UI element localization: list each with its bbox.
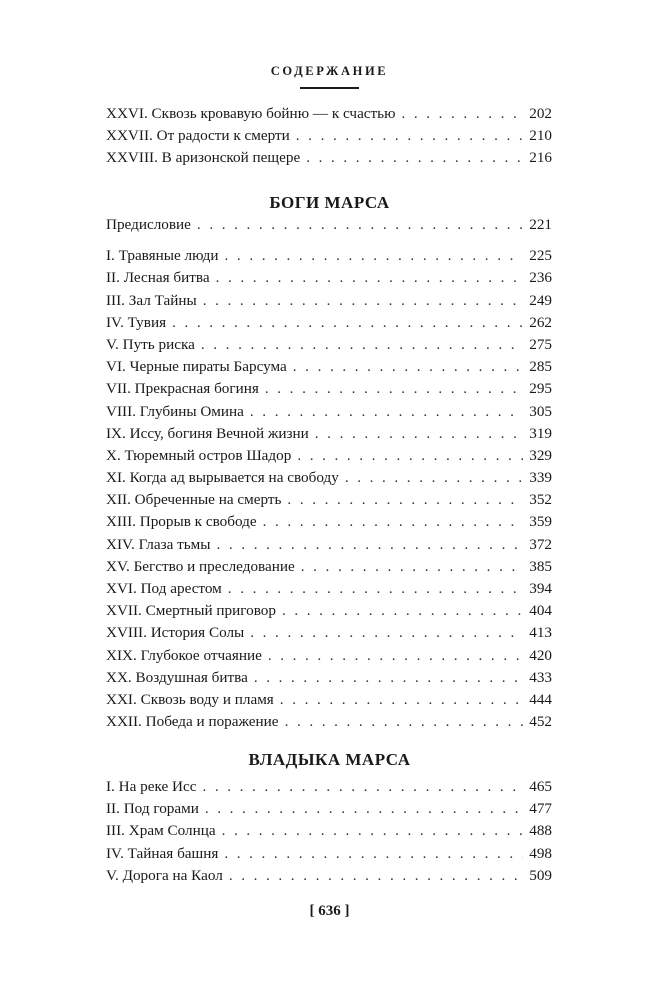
toc-entry[interactable] [106, 511, 552, 533]
toc-leader-dots [265, 378, 523, 400]
toc-entry-page: 339 [529, 469, 552, 487]
toc-entry[interactable] [106, 245, 552, 267]
toc-entry-page: 465 [529, 778, 552, 795]
toc-entry-page: 329 [529, 446, 552, 464]
toc-entry-title: II. Под горами [106, 800, 199, 818]
toc-entry[interactable] [106, 423, 552, 445]
toc-leader-dots [254, 667, 523, 689]
toc-leader-dots [205, 798, 523, 820]
toc-entry-title: XVI. Под арестом [106, 580, 222, 597]
toc-leader-dots [222, 820, 524, 842]
toc-entry-page: 404 [529, 602, 552, 620]
toc-entry-page: 305 [529, 402, 552, 420]
toc-leader-dots [172, 312, 523, 334]
toc-warlord-block [106, 776, 552, 887]
toc-entry[interactable] [106, 125, 552, 147]
toc-entry-title: IX. Иссу, богиня Вечной жизни [106, 424, 309, 442]
toc-entry-preface[interactable] [106, 214, 552, 236]
toc-entry[interactable] [106, 445, 552, 467]
toc-entry-title: XIII. Прорыв к свободе [106, 513, 257, 531]
toc-entry-title: XXVI. Сквозь кровавую бойню — к счастью [106, 105, 396, 122]
toc-entry[interactable] [106, 467, 552, 489]
toc-entry-page: 444 [529, 690, 552, 708]
toc-leader-dots [229, 865, 523, 887]
toc-entry[interactable] [106, 312, 552, 334]
toc-leader-dots [201, 334, 523, 356]
toc-entry-title: XIV. Глаза тьмы [106, 535, 211, 553]
toc-entry-title: I. На реке Исс [106, 778, 197, 795]
toc-leader-dots [203, 290, 523, 312]
toc-leader-dots [301, 556, 523, 578]
toc-entry-page: 394 [529, 580, 552, 597]
running-header: СОДЕРЖАНИЕ [270, 64, 389, 78]
toc-entry-page: 249 [529, 291, 552, 309]
toc-entry-page: 433 [529, 668, 552, 686]
toc-entry[interactable] [106, 622, 552, 644]
toc-entry-title: XVII. Смертный приговор [106, 602, 276, 620]
toc-entry-title: VIII. Глубины Омина [106, 402, 244, 420]
toc-entry-page: 452 [529, 713, 552, 731]
toc-entry-page: 202 [529, 105, 552, 122]
toc-entry-title: V. Путь риска [106, 335, 195, 353]
toc-entry-title: I. Травяные люди [106, 247, 219, 265]
toc-entry[interactable] [106, 600, 552, 622]
toc-entry-title: IV. Тувия [106, 313, 167, 331]
page-number: [ 636 ] [309, 903, 350, 919]
toc-leader-dots [224, 843, 523, 865]
toc-entry[interactable] [106, 267, 552, 289]
toc-entry-title: III. Храм Солнца [106, 822, 216, 840]
toc-entry[interactable] [106, 689, 552, 711]
toc-entry-page: 262 [529, 313, 552, 331]
header-rule [300, 87, 359, 89]
toc-entry[interactable] [106, 667, 552, 689]
toc-entry[interactable] [106, 556, 552, 578]
section-heading-warlord: ВЛАДЫКА МАРСА [248, 750, 411, 769]
toc-leader-dots [296, 125, 523, 147]
toc-entry-title: XVIII. История Солы [106, 624, 245, 642]
toc-entry[interactable] [106, 865, 552, 887]
toc-leader-dots [297, 445, 523, 467]
toc-entry-title: XXVII. От радости к смерти [106, 127, 290, 145]
toc-leader-dots [280, 689, 523, 711]
toc-leader-dots [263, 511, 524, 533]
toc-leader-dots [401, 103, 523, 125]
toc-entry-page: 210 [529, 127, 552, 145]
toc-entry[interactable] [106, 103, 552, 125]
toc-entry-title: VII. Прекрасная богиня [106, 380, 259, 398]
toc-entry[interactable] [106, 820, 552, 842]
toc-entry-title: X. Тюремный остров Шадор [106, 446, 292, 464]
toc-entry-title: XXI. Сквозь воду и пламя [106, 690, 274, 708]
toc-entry-page: 275 [529, 335, 552, 353]
toc-leader-dots [306, 147, 523, 169]
toc-leader-dots [293, 356, 523, 378]
toc-entry-title: XII. Обреченные на смерть [106, 491, 282, 509]
toc-entry-title: V. Дорога на Каол [106, 866, 223, 884]
toc-gods-block [106, 214, 552, 733]
toc-entry-page: 352 [529, 491, 552, 509]
toc-entry-page: 221 [529, 216, 552, 233]
toc-entry-title: XI. Когда ад вырывается на свободу [106, 469, 339, 487]
toc-entry-page: 477 [529, 800, 552, 818]
toc-leader-dots [216, 267, 524, 289]
section-heading-gods: БОГИ МАРСА [269, 193, 390, 212]
toc-entry[interactable] [106, 798, 552, 820]
toc-leader-dots [225, 245, 524, 267]
toc-entry[interactable] [106, 489, 552, 511]
toc-entry-page: 225 [529, 247, 552, 265]
toc-leader-dots [268, 645, 523, 667]
toc-entry-page: 236 [529, 269, 552, 287]
toc-entry-title: VI. Черные пираты Барсума [106, 358, 287, 376]
toc-entry[interactable] [106, 711, 552, 733]
toc-entry-title: II. Лесная битва [106, 269, 210, 287]
toc-entry[interactable] [106, 290, 552, 312]
toc-entry-page: 216 [529, 149, 552, 167]
toc-entry-page: 413 [529, 624, 552, 642]
toc-entry[interactable] [106, 645, 552, 667]
toc-entry[interactable] [106, 534, 552, 556]
toc-entry-title: III. Зал Тайны [106, 291, 197, 309]
toc-entry-title: XXII. Победа и поражение [106, 713, 279, 731]
toc-entry-title: Предисловие [106, 216, 191, 233]
spacer [106, 236, 552, 245]
toc-entry-page: 359 [529, 513, 552, 531]
toc-leader-dots [250, 401, 523, 423]
toc-leader-dots [197, 214, 523, 236]
toc-leader-dots [315, 423, 523, 445]
toc-leader-dots [287, 489, 523, 511]
toc-leader-dots [228, 578, 523, 600]
toc-leader-dots [250, 622, 523, 644]
toc-leader-dots [202, 776, 523, 798]
toc-entry-title: XX. Воздушная битва [106, 668, 248, 686]
toc-entry-title: XIX. Глубокое отчаяние [106, 646, 262, 664]
toc-entry-page: 509 [529, 866, 552, 884]
toc-entry[interactable] [106, 378, 552, 400]
toc-entry[interactable] [106, 356, 552, 378]
toc-entry-page: 498 [529, 844, 552, 862]
toc-entry-page: 295 [529, 380, 552, 398]
toc-entry[interactable] [106, 401, 552, 423]
toc-entry[interactable] [106, 843, 552, 865]
toc-top-block [106, 103, 552, 170]
toc-leader-dots [282, 600, 523, 622]
toc-entry-title: XV. Бегство и преследование [106, 557, 295, 575]
toc-entry[interactable] [106, 147, 552, 169]
toc-entry-page: 319 [529, 424, 552, 442]
toc-entry-page: 385 [529, 557, 552, 575]
toc-entry-page: 372 [529, 535, 552, 553]
toc-entry[interactable] [106, 578, 552, 600]
toc-entry[interactable] [106, 776, 552, 798]
toc-entry-page: 285 [529, 358, 552, 376]
toc-leader-dots [345, 467, 523, 489]
toc-entry-title: XXVIII. В аризонской пещере [106, 149, 301, 167]
toc-entry[interactable] [106, 334, 552, 356]
toc-entry-page: 488 [529, 822, 552, 840]
toc-leader-dots [285, 711, 524, 733]
toc-leader-dots [217, 534, 524, 556]
toc-entry-title: IV. Тайная башня [106, 844, 219, 862]
toc-entry-page: 420 [529, 646, 552, 664]
